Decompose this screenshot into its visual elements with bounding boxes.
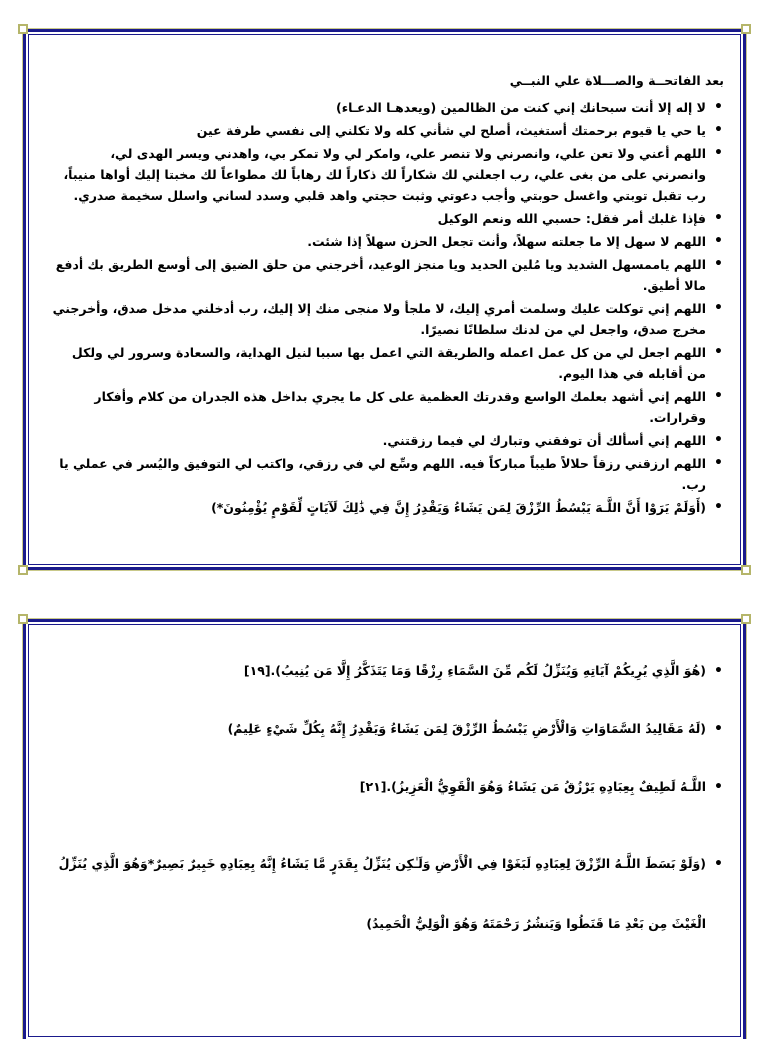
- frame-corner-ornament: [741, 24, 751, 34]
- list-item: • لا إله إلا أنت سبحانك إني كنت من الظالمين (ويعدهـا الدعـاء): [52, 97, 706, 118]
- frame-corner-ornament: [18, 24, 28, 34]
- list-item: • فإذا غلبك أمر فقل: حسبي الله ونعم الوكيل: [52, 208, 706, 229]
- list-item: • (لَهُ مَقَالِيدُ السَّمَاوَاتِ وَالْأَرْضِ يَبْسُطُ الرِّزْقَ لِمَن يَشَاءُ وَيَقْدِرُ إِنَّهُ بِكُلِّ شَيْءٍ عَلِيمٌ): [52, 718, 706, 740]
- list-item: • (وَلَوْ بَسَطَ اللَّـهُ الرِّزْقَ لِعِبَادِهِ لَبَغَوْا فِي الْأَرْضِ وَلَـٰكِن يُنَزِّلُ بِقَدَرٍ مَّا يَشَاءُ إِنَّهُ بِعِبَادِهِ خَبِيرٌ بَصِيرٌ*وَهُوَ الَّذِي يُنَزِّلُ الْغَيْثَ مِن بَعْدِ مَا قَنَطُوا وَيَنشُرُ رَحْمَتَهُ وَهُوَ الْوَلِيُّ الْحَمِيدُ): [52, 834, 706, 954]
- list-item: • اللهم ارزقني رزقاً حلالاً طيباً مباركاً فيه. اللهم وسِّع لي في رزقي، واكتب لي التوفيق واليُسر في عملي يا رب.: [52, 453, 706, 495]
- list-item: • اللَّـهُ لَطِيفٌ بِعِبَادِهِ يَرْزُقُ مَن يَشَاءُ وَهُوَ الْقَوِيُّ الْعَزِيزُ).[٢١]: [52, 776, 706, 798]
- list-item: • (أَوَلَمْ يَرَوْا أَنَّ اللَّـهَ يَبْسُطُ الرِّزْقَ لِمَن يَشَاءُ وَيَقْدِرُ إِنَّ فِي ذَٰلِكَ لَآيَاتٍ لِّقَوْمٍ يُؤْمِنُونَ*): [52, 497, 706, 518]
- list-item: • اللهم إني توكلت عليك وسلمت أمري إليك، لا ملجأ ولا منجى منك إلا إليك، رب أدخلني مدخل صدق، وأخرجني مخرج صدق، واجعل لي من لدنك سلطانًا نصيرًا.: [52, 298, 706, 340]
- section-heading: بعد الفاتحــة والصـــلاة علي النبــي: [509, 73, 724, 88]
- verses-section: [52, 660, 724, 990]
- list-item: • اللهم ياممسهل الشديد ويا مُلين الحديد ويا منجز الوعيد، أخرجني من حلق الضيق إلى أوسع الطريق بك أدفع مالا أطيق.: [52, 254, 706, 296]
- frame-corner-ornament: [741, 565, 751, 575]
- list-item: • اللهم إني أسألك أن توفقني وتبارك لي فيما رزقتني.: [52, 430, 706, 451]
- list-item: • اللهم إني أشهد بعلمك الواسع وقدرتك العظمية على كل ما يجري بداخل هذه الجدران من كلام وأفكار وقرارات.: [52, 386, 706, 428]
- frame-corner-ornament: [18, 614, 28, 624]
- list-item: • يا حي يا قيوم برحمتك أستغيث، أصلح لي شأني كله ولا تكلني إلى نفسي طرفة عين: [52, 120, 706, 141]
- frame-corner-ornament: [18, 565, 28, 575]
- list-item: • اللهم لا سهل إلا ما جعلته سهلاً، وأنت تجعل الحزن سهلاً إذا شئت.: [52, 231, 706, 252]
- list-item: • اللهم أعني ولا تعن علي، وانصرني ولا تنصر علي، وامكر لي ولا تمكر بي، واهدني ويسر الهدى لي، وانصرني على من بغى علي، رب اجعلني لك شكاراً لك ذكاراً لك رهاباً لك مطواعاً لك مخبتا إليك أواها منيباً، رب تقبل توبتي واغسل حوبتي وأجب دعوتي وثبت حجتي واهد قلبي وسدد لساني واسلل سخيمة صدري.: [52, 143, 706, 206]
- prayer-section: [52, 70, 724, 520]
- list-item: • (هُوَ الَّذِي يُرِيكُمْ آيَاتِهِ وَيُنَزِّلُ لَكُم مِّنَ السَّمَاءِ رِزْقًا وَمَا يَتَذَكَّرُ إِلَّا مَن يُنِيبُ).[١٩]: [52, 660, 706, 682]
- frame-corner-ornament: [741, 614, 751, 624]
- list-item: • اللهم اجعل لي من كل عمل اعمله والطريقة التي اعمل بها سببا لنيل الهداية، والسعادة وسرور لي ولكل من أقابله في هذا اليوم.: [52, 342, 706, 384]
- verse-list: [52, 660, 724, 954]
- prayer-list: [52, 97, 724, 518]
